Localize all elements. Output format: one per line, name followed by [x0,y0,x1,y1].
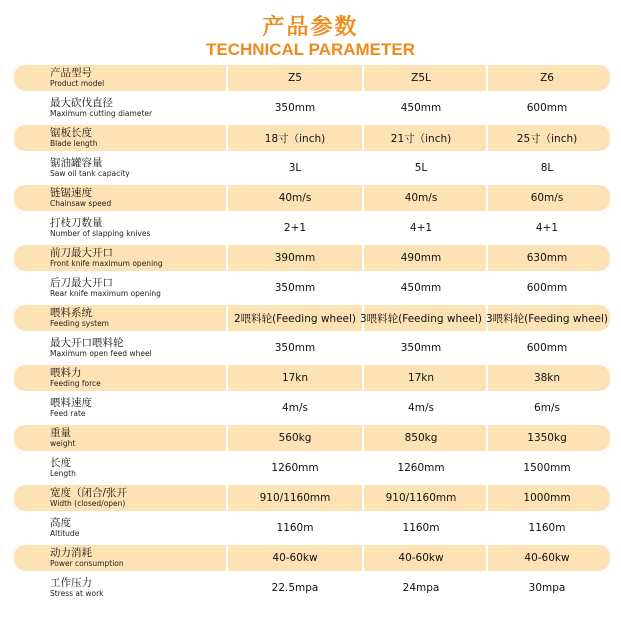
value-text: 350mm [274,282,316,294]
value-cell [484,543,610,573]
value-text: 40m/s [278,192,312,204]
row-label-cn: 最大砍伐直径 [50,97,113,109]
row-label-cn: 打枝刀数量 [50,217,103,229]
value-text: 630mm [526,252,568,264]
value-cell [358,183,484,213]
value-cell [224,483,366,513]
value-text: 40-60kw [524,552,570,564]
value-cell [358,453,484,483]
value-cell [484,123,610,153]
value-text: 390mm [274,252,316,264]
value-text: 1160m [402,522,440,534]
value-text: 4m/s [282,402,308,414]
value-cell [358,393,484,423]
value-cell [484,483,610,513]
value-cell [224,273,366,303]
value-text: 850kg [404,432,438,444]
value-text: 1160m [528,522,566,534]
row-label [50,213,230,243]
table-row [14,123,610,153]
value-cell [224,393,366,423]
value-text: 3喂料轮(Feeding wheel) [485,312,609,325]
table-row [14,93,610,123]
table-row [14,333,610,363]
table-row [14,423,610,453]
table-row [14,303,610,333]
row-label-en: Rear knife maximum opening [50,289,161,298]
row-label [50,483,230,513]
value-text: 350mm [274,102,316,114]
parameter-table [14,63,610,603]
value-text: 910/1160mm [385,492,457,504]
value-cell [224,423,366,453]
row-label-en: Front knife maximum opening [50,259,163,268]
value-cell [358,243,484,273]
value-text: Z6 [540,72,554,84]
value-cell [484,63,610,93]
value-text: 350mm [274,342,316,354]
row-label-en: Width (closed/open) [50,499,126,508]
row-label-en: Blade length [50,139,98,148]
value-text: Z5 [288,72,302,84]
value-cell [484,333,610,363]
row-label-en: Chainsaw speed [50,199,112,208]
value-text: 3喂料轮(Feeding wheel) [359,312,483,325]
value-text: 4+1 [409,222,433,234]
value-text: 2喂料轮(Feeding wheel) [233,312,357,325]
value-cell [358,63,484,93]
row-label [50,123,230,153]
table-row [14,243,610,273]
row-label [50,303,230,333]
value-cell [358,483,484,513]
row-label-cn: 后刀最大开口 [50,277,113,289]
value-text: 17kn [407,372,435,384]
value-cell [358,333,484,363]
table-row [14,393,610,423]
value-text: 1260mm [271,462,319,474]
value-text: 600mm [526,342,568,354]
value-cell [484,243,610,273]
row-label-cn: 喂料力 [50,367,82,379]
table-row [14,543,610,573]
value-text: 4m/s [408,402,434,414]
table-row [14,183,610,213]
value-cell [224,543,366,573]
value-text: 17kn [281,372,309,384]
row-label-cn: 高度 [50,517,71,529]
row-label [50,393,230,423]
row-label-en: weight [50,439,76,448]
row-label-en: Feeding force [50,379,101,388]
row-label [50,93,230,123]
value-text: 60m/s [530,192,564,204]
value-cell [224,453,366,483]
row-label-en: Length [50,469,76,478]
row-label-en: Number of slapping knives [50,229,151,238]
row-label [50,363,230,393]
row-label-cn: 最大开口喂料轮 [50,337,124,349]
row-label-cn: 链锯速度 [50,187,92,199]
value-text: 560kg [278,432,312,444]
value-text: 490mm [400,252,442,264]
row-label-en: Power consumption [50,559,124,568]
value-cell [484,363,610,393]
value-cell [358,543,484,573]
page-title-en: TECHNICAL PARAMETER [205,40,416,59]
row-label-cn: 喂料系统 [50,307,92,319]
value-text: 8L [540,162,554,174]
value-cell [484,303,610,333]
value-text: 910/1160mm [259,492,331,504]
value-text: 38kn [533,372,561,384]
row-label-cn: 产品型号 [50,67,92,79]
value-text: 4+1 [535,222,559,234]
row-label [50,513,230,543]
row-label-cn: 动力消耗 [50,547,92,559]
row-label-en: Saw oil tank capacity [50,169,130,178]
value-text: 24mpa [402,582,440,594]
value-cell [358,153,484,183]
value-cell [224,183,366,213]
value-cell [358,123,484,153]
value-text: 22.5mpa [271,582,319,594]
row-label [50,63,230,93]
value-cell [224,303,366,333]
value-cell [484,153,610,183]
value-cell [224,513,366,543]
value-text: 25寸（inch) [516,132,578,145]
row-label-en: Maximum open feed wheel [50,349,152,358]
row-label-cn: 前刀最大开口 [50,247,113,259]
row-label-en: Product model [50,79,105,88]
value-cell [224,153,366,183]
table-row [14,453,610,483]
table-row [14,213,610,243]
row-label-cn: 重量 [50,427,71,439]
value-text: 600mm [526,282,568,294]
value-text: 40-60kw [398,552,444,564]
row-label [50,183,230,213]
value-text: 21寸（inch) [390,132,452,145]
value-cell [358,303,484,333]
value-text: 3L [288,162,302,174]
row-label-en: Altitude [50,529,80,538]
value-text: Z5L [411,72,431,84]
page-title-cn: 产品参数 [262,15,359,40]
value-text: 450mm [400,282,442,294]
value-cell [224,213,366,243]
value-cell [484,513,610,543]
value-text: 40m/s [404,192,438,204]
value-text: 5L [414,162,428,174]
value-cell [224,333,366,363]
row-label [50,273,230,303]
row-label [50,543,230,573]
value-text: 1260mm [397,462,445,474]
value-text: 1500mm [523,462,571,474]
row-label-en: Maximum cutting diameter [50,109,153,118]
table-row [14,513,610,543]
row-label-en: Feeding system [50,319,109,328]
value-cell [358,93,484,123]
value-cell [224,243,366,273]
value-cell [484,183,610,213]
value-cell [484,423,610,453]
value-cell [484,273,610,303]
value-cell [224,93,366,123]
value-cell [358,423,484,453]
value-cell [484,213,610,243]
row-label-cn: 工作压力 [50,577,92,589]
table-row [14,63,610,93]
row-label [50,333,230,363]
value-text: 350mm [400,342,442,354]
value-cell [224,63,366,93]
value-cell [484,453,610,483]
table-row [14,273,610,303]
value-text: 2+1 [283,222,307,234]
row-label [50,243,230,273]
value-cell [358,363,484,393]
value-cell [358,213,484,243]
row-label-en: Feed rate [50,409,86,418]
table-row [14,153,610,183]
value-text: 6m/s [534,402,560,414]
value-cell [224,123,366,153]
value-text: 600mm [526,102,568,114]
value-cell [484,93,610,123]
value-cell [358,513,484,543]
value-text: 30mpa [528,582,566,594]
value-text: 450mm [400,102,442,114]
row-label [50,423,230,453]
table-row [14,363,610,393]
row-label [50,453,230,483]
row-label-cn: 喂料速度 [50,397,92,409]
value-text: 1160m [276,522,314,534]
table-row [14,483,610,513]
value-cell [484,393,610,423]
table-row [14,573,610,603]
row-label-cn: 锯油罐容量 [50,157,103,169]
value-cell [484,573,610,603]
row-label [50,573,230,603]
row-label-en: Stress at work [50,589,104,598]
value-cell [358,273,484,303]
value-text: 1350kg [527,432,567,444]
value-cell [224,363,366,393]
value-text: 40-60kw [272,552,318,564]
row-label-cn: 长度 [50,457,71,469]
row-label-cn: 锯板长度 [50,127,92,139]
row-label [50,153,230,183]
value-text: 18寸（inch) [264,132,326,145]
value-cell [224,573,366,603]
value-cell [358,573,484,603]
value-text: 1000mm [523,492,571,504]
row-label-cn: 宽度（闭合/张开 [50,487,128,499]
